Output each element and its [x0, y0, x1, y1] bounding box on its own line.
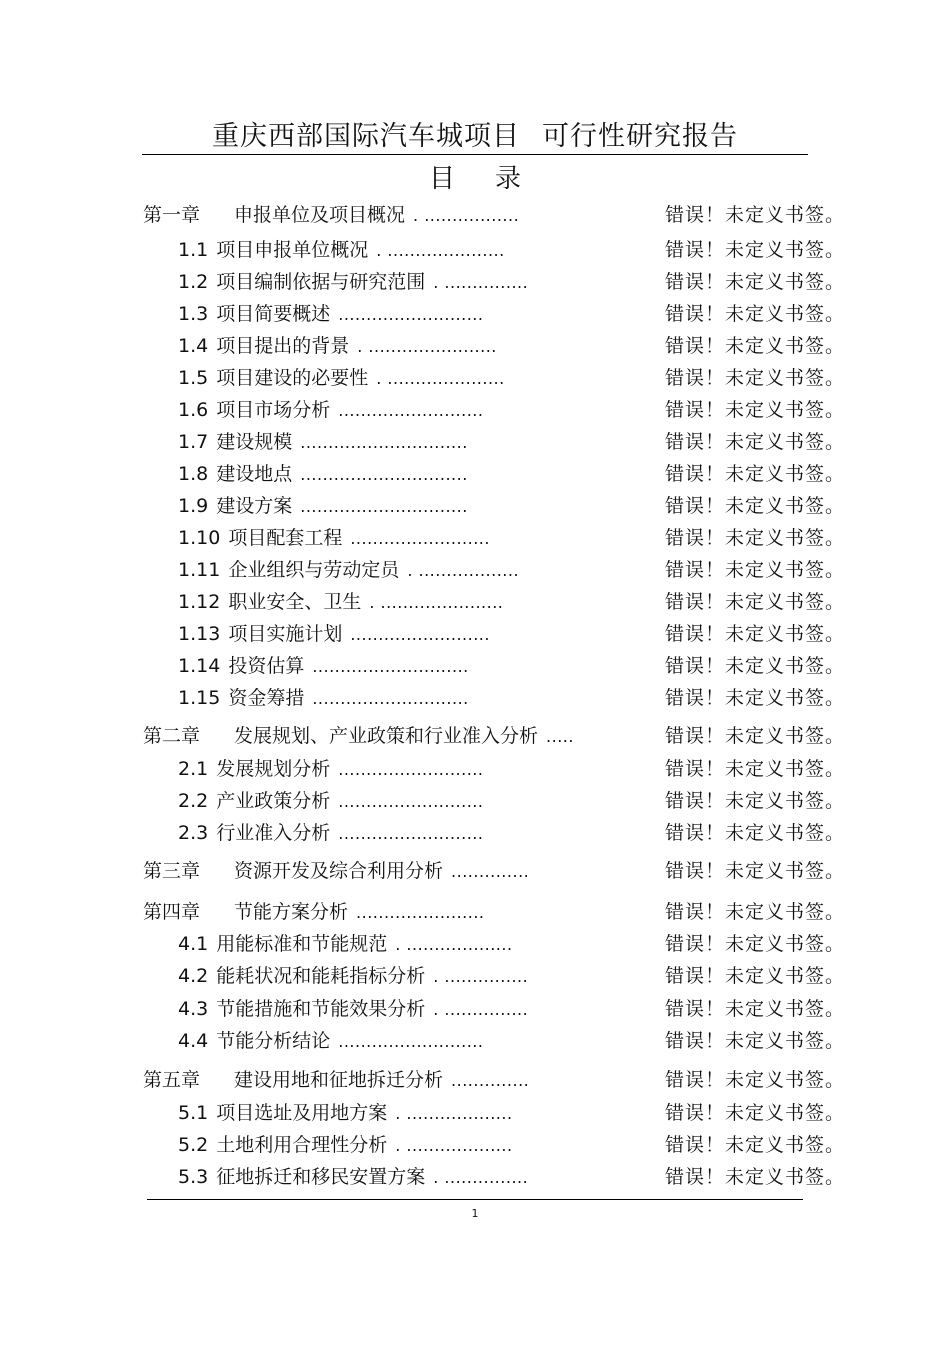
- toc-entry-title: 项目编制依据与研究范围: [216, 271, 426, 293]
- toc-entry-label: [178, 331, 497, 362]
- toc-entry-leader-dots: ..............................: [300, 497, 468, 516]
- toc-entry-title: 投资估算: [228, 655, 305, 677]
- toc-entry-label: [178, 523, 490, 554]
- toc-entry-title: 节能方案分析: [234, 901, 349, 923]
- toc-entry-number: 1.5: [178, 367, 209, 389]
- toc-entry-title: 发展规划分析: [216, 758, 331, 780]
- toc-section-entry[interactable]: [0, 994, 950, 1024]
- toc-entry-leader-dots: . ...................: [395, 1104, 513, 1123]
- toc-entry-leader-dots: ..........................: [338, 1032, 484, 1051]
- toc-section-entry[interactable]: [0, 1130, 950, 1160]
- toc-entry-label: [178, 395, 483, 426]
- toc-entry-page-ref: 错误！未定义书签。: [665, 463, 846, 485]
- toc-entry-leader-dots: . .....................: [376, 369, 505, 388]
- toc-entry-title: 申报单位及项目概况: [234, 204, 406, 226]
- toc-entry-leader-dots: ..........................: [338, 760, 484, 779]
- toc-entry-leader-dots: . ...............: [433, 1168, 529, 1187]
- footer-rule: [147, 1199, 803, 1200]
- toc-entry-label: [178, 994, 528, 1025]
- toc-entry-page-ref: 错误！未定义书签。: [665, 1102, 846, 1124]
- toc-entry-page-ref: 错误！未定义书签。: [665, 901, 846, 923]
- toc-section-entry[interactable]: [0, 363, 950, 393]
- toc-entry-title: 职业安全、卫生: [228, 591, 362, 613]
- toc-entry-title: 项目提出的背景: [216, 335, 350, 357]
- toc-entry-title: 节能措施和节能效果分析: [216, 998, 426, 1020]
- header-rule: [142, 154, 808, 155]
- toc-entry-page-ref: 错误！未定义书签。: [665, 271, 846, 293]
- toc-section-entry[interactable]: [0, 619, 950, 649]
- toc-entry-page-ref: 错误！未定义书签。: [665, 559, 846, 581]
- toc-entry-page-ref: 错误！未定义书签。: [665, 239, 846, 261]
- toc-chapter-entry[interactable]: [0, 897, 950, 927]
- toc-entry-leader-dots: . ...................: [395, 1136, 513, 1155]
- toc-entry-leader-dots: ..........................: [338, 401, 484, 420]
- toc-entry-number: 1.9: [178, 495, 209, 517]
- toc-section-entry[interactable]: [0, 786, 950, 816]
- toc-entry-number: 第一章: [143, 204, 201, 226]
- toc-entry-page-ref: 错误！未定义书签。: [665, 367, 846, 389]
- toc-entry-page-ref: 错误！未定义书签。: [665, 725, 846, 747]
- toc-entry-label: [178, 299, 483, 330]
- title-project-name: 重庆西部国际汽车城项目: [212, 121, 520, 152]
- toc-section-entry[interactable]: [0, 754, 950, 784]
- toc-entry-label: [178, 587, 503, 618]
- toc-entry-title: 项目市场分析: [216, 399, 331, 421]
- toc-entry-title: 能耗状况和能耗指标分析: [216, 965, 426, 987]
- toc-entry-leader-dots: . ......................: [369, 593, 504, 612]
- toc-entry-label: [178, 619, 490, 650]
- toc-entry-leader-dots: ............................: [312, 657, 469, 676]
- toc-entry-page-ref: 错误！未定义书签。: [665, 431, 846, 453]
- toc-section-entry[interactable]: [0, 651, 950, 681]
- toc-entry-label: [178, 754, 483, 785]
- toc-entry-page-ref: 错误！未定义书签。: [665, 303, 846, 325]
- toc-entry-title: 项目简要概述: [216, 303, 331, 325]
- toc-entry-page-ref: 错误！未定义书签。: [665, 399, 846, 421]
- toc-entry-page-ref: 错误！未定义书签。: [665, 335, 846, 357]
- toc-entry-label: [178, 1026, 483, 1057]
- toc-entry-title: 土地利用合理性分析: [216, 1134, 388, 1156]
- toc-entry-number: 1.1: [178, 239, 209, 261]
- toc-entry-page-ref: 错误！未定义书签。: [665, 1166, 846, 1188]
- toc-section-entry[interactable]: [0, 395, 950, 425]
- toc-entry-page-ref: 错误！未定义书签。: [665, 204, 846, 226]
- toc-entry-leader-dots: . .................: [413, 206, 520, 225]
- toc-entry-title: 建设规模: [216, 431, 293, 453]
- toc-entry-page-ref: 错误！未定义书签。: [665, 687, 846, 709]
- toc-section-entry[interactable]: [0, 331, 950, 361]
- toc-entry-label: [178, 1162, 528, 1193]
- toc-entry-label: [178, 235, 505, 266]
- toc-entry-label: [178, 459, 468, 490]
- toc-entry-title: 用能标准和节能规范: [216, 933, 388, 955]
- toc-entry-title: 建设方案: [216, 495, 293, 517]
- toc-entry-number: 第三章: [143, 860, 201, 882]
- toc-entry-page-ref: 错误！未定义书签。: [665, 860, 846, 882]
- toc-entry-number: 1.10: [178, 527, 221, 549]
- toc-entry-leader-dots: . ...............: [433, 273, 529, 292]
- toc-entry-number: 1.6: [178, 399, 209, 421]
- toc-section-entry[interactable]: [0, 427, 950, 457]
- toc-entry-label: [178, 651, 469, 682]
- toc-entry-leader-dots: ............................: [312, 689, 469, 708]
- toc-entry-leader-dots: .........................: [350, 625, 490, 644]
- toc-entry-title: 资源开发及综合利用分析: [234, 860, 444, 882]
- toc-entry-leader-dots: ..........................: [338, 824, 484, 843]
- toc-section-entry[interactable]: [0, 235, 950, 265]
- toc-section-entry[interactable]: [0, 929, 950, 959]
- toc-entry-label: [178, 683, 469, 714]
- toc-entry-leader-dots: ..............: [451, 862, 530, 881]
- toc-entry-title: 建设地点: [216, 463, 293, 485]
- toc-entry-leader-dots: .........................: [350, 529, 490, 548]
- toc-entry-page-ref: 错误！未定义书签。: [665, 933, 846, 955]
- toc-heading: 目录: [428, 164, 561, 194]
- toc-entry-leader-dots: . .....................: [376, 241, 505, 260]
- toc-section-entry[interactable]: [0, 555, 950, 585]
- toc-entry-leader-dots: . ...............: [433, 1000, 529, 1019]
- toc-entry-title: 发展规划、产业政策和行业准入分析: [234, 725, 539, 747]
- toc-entry-label: [178, 961, 528, 992]
- toc-section-entry[interactable]: [0, 523, 950, 553]
- toc-section-entry[interactable]: [0, 299, 950, 329]
- toc-entry-title: 企业组织与劳动定员: [228, 559, 400, 581]
- toc-entry-number: 1.2: [178, 271, 209, 293]
- toc-entry-leader-dots: . ..................: [407, 561, 520, 580]
- toc-entry-leader-dots: .....: [546, 727, 574, 746]
- toc-entry-number: 第四章: [143, 901, 201, 923]
- toc-entry-title: 资金筹措: [228, 687, 305, 709]
- title-report-type: 可行性研究报告: [542, 121, 738, 152]
- toc-section-entry[interactable]: [0, 1162, 950, 1192]
- toc-entry-page-ref: 错误！未定义书签。: [665, 965, 846, 987]
- toc-entry-label: [143, 200, 519, 231]
- toc-section-entry[interactable]: [0, 683, 950, 713]
- toc-entry-number: 第二章: [143, 725, 201, 747]
- toc-entry-label: [178, 818, 483, 849]
- toc-entry-number: 1.11: [178, 559, 221, 581]
- toc-section-entry[interactable]: [0, 961, 950, 991]
- toc-entry-page-ref: 错误！未定义书签。: [665, 822, 846, 844]
- toc-entry-number: 1.7: [178, 431, 209, 453]
- toc-section-entry[interactable]: [0, 1026, 950, 1056]
- toc-entry-label: [178, 1098, 513, 1129]
- toc-entry-label: [143, 721, 574, 752]
- toc-entry-page-ref: 错误！未定义书签。: [665, 623, 846, 645]
- toc-entry-title: 项目建设的必要性: [216, 367, 369, 389]
- toc-chapter-entry[interactable]: [0, 1065, 950, 1095]
- toc-entry-page-ref: 错误！未定义书签。: [665, 790, 846, 812]
- toc-entry-page-ref: 错误！未定义书签。: [665, 1134, 846, 1156]
- toc-entry-title: 行业准入分析: [216, 822, 331, 844]
- document-title: [0, 114, 950, 153]
- toc-section-entry[interactable]: [0, 491, 950, 521]
- toc-entry-leader-dots: ..............................: [300, 433, 468, 452]
- toc-section-entry[interactable]: [0, 459, 950, 489]
- toc-entry-number: 2.1: [178, 758, 209, 780]
- toc-entry-page-ref: 错误！未定义书签。: [665, 591, 846, 613]
- toc-entry-number: 1.3: [178, 303, 209, 325]
- toc-entry-page-ref: 错误！未定义书签。: [665, 1069, 846, 1091]
- toc-entry-number: 1.8: [178, 463, 209, 485]
- toc-section-entry[interactable]: [0, 587, 950, 617]
- toc-entry-label: [178, 929, 513, 960]
- toc-entry-title: 征地拆迁和移民安置方案: [216, 1166, 426, 1188]
- toc-entry-leader-dots: ..........................: [338, 305, 484, 324]
- toc-entry-label: [178, 427, 468, 458]
- toc-entry-leader-dots: .......................: [356, 903, 485, 922]
- toc-entry-label: [178, 491, 468, 522]
- toc-entry-leader-dots: ..........................: [338, 792, 484, 811]
- toc-chapter-entry[interactable]: [0, 200, 950, 230]
- toc-entry-page-ref: 错误！未定义书签。: [665, 1030, 846, 1052]
- toc-entry-label: [143, 897, 485, 928]
- toc-entry-title: 产业政策分析: [216, 790, 331, 812]
- toc-entry-number: 5.2: [178, 1134, 209, 1156]
- toc-entry-page-ref: 错误！未定义书签。: [665, 495, 846, 517]
- toc-entry-title: 项目配套工程: [228, 527, 343, 549]
- toc-entry-number: 第五章: [143, 1069, 201, 1091]
- toc-entry-title: 项目选址及用地方案: [216, 1102, 388, 1124]
- toc-entry-label: [178, 555, 519, 586]
- toc-entry-leader-dots: ..............: [451, 1071, 530, 1090]
- toc-section-entry[interactable]: [0, 818, 950, 848]
- toc-entry-label: [143, 1065, 529, 1096]
- toc-entry-label: [178, 786, 483, 817]
- toc-entry-number: 4.1: [178, 933, 209, 955]
- toc-entry-page-ref: 错误！未定义书签。: [665, 758, 846, 780]
- toc-section-entry[interactable]: [0, 1098, 950, 1128]
- toc-entry-label: [178, 267, 528, 298]
- toc-entry-leader-dots: . .......................: [357, 337, 497, 356]
- toc-chapter-entry[interactable]: [0, 721, 950, 751]
- toc-section-entry[interactable]: [0, 267, 950, 297]
- toc-entry-page-ref: 错误！未定义书签。: [665, 527, 846, 549]
- toc-entry-number: 1.12: [178, 591, 221, 613]
- toc-entry-number: 4.4: [178, 1030, 209, 1052]
- toc-entry-number: 2.2: [178, 790, 209, 812]
- toc-entry-title: 节能分析结论: [216, 1030, 331, 1052]
- toc-entry-title: 建设用地和征地拆迁分析: [234, 1069, 444, 1091]
- toc-entry-number: 1.15: [178, 687, 221, 709]
- toc-entry-label: [178, 363, 505, 394]
- toc-entry-page-ref: 错误！未定义书签。: [665, 998, 846, 1020]
- toc-chapter-entry[interactable]: [0, 856, 950, 886]
- toc-entry-label: [143, 856, 529, 887]
- toc-entry-number: 1.13: [178, 623, 221, 645]
- toc-entry-number: 4.3: [178, 998, 209, 1020]
- page-number: 1: [471, 1207, 479, 1220]
- toc-entry-number: 4.2: [178, 965, 209, 987]
- toc-entry-title: 项目实施计划: [228, 623, 343, 645]
- toc-entry-leader-dots: . ...................: [395, 935, 513, 954]
- toc-entry-leader-dots: . ...............: [433, 967, 529, 986]
- toc-entry-leader-dots: ..............................: [300, 465, 468, 484]
- toc-entry-label: [178, 1130, 513, 1161]
- toc-entry-number: 1.14: [178, 655, 221, 677]
- toc-entry-number: 1.4: [178, 335, 209, 357]
- toc-entry-number: 5.1: [178, 1102, 209, 1124]
- toc-entry-number: 2.3: [178, 822, 209, 844]
- toc-entry-page-ref: 错误！未定义书签。: [665, 655, 846, 677]
- toc-entry-title: 项目申报单位概况: [216, 239, 369, 261]
- toc-entry-number: 5.3: [178, 1166, 209, 1188]
